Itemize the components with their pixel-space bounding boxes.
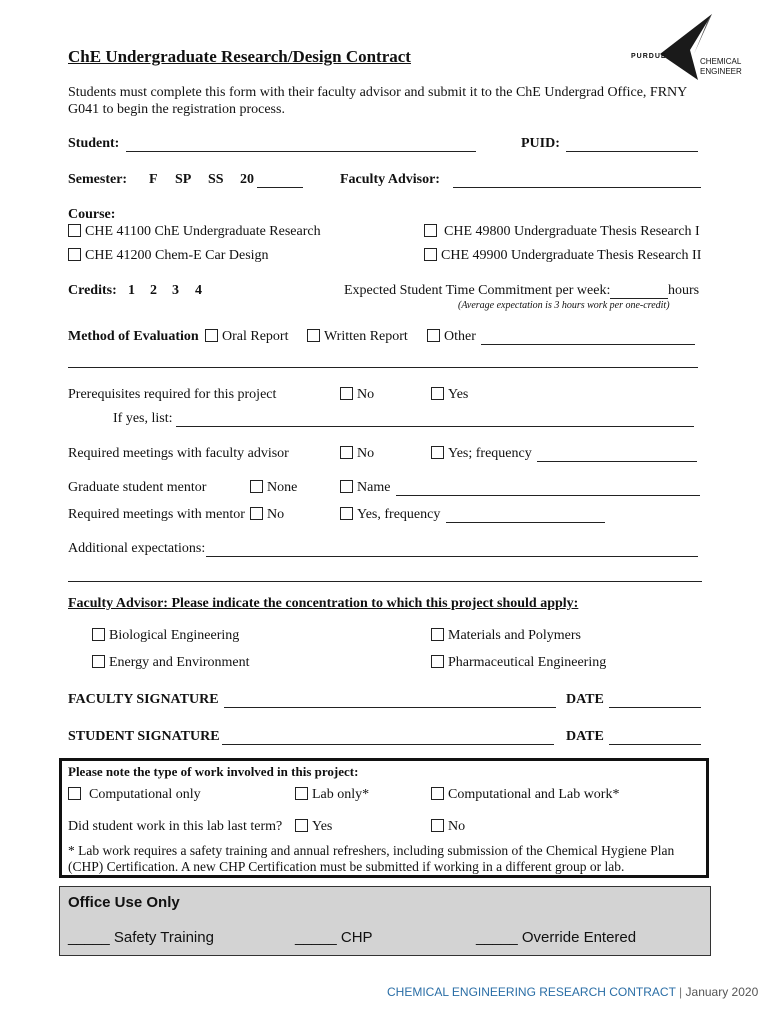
checkbox[interactable] [340,480,353,493]
evaluation-option-label: Oral Report [222,329,289,344]
mentor-label: Graduate student mentor [68,480,207,495]
course-option-label: CHE 49900 Undergraduate Thesis Research II [441,248,702,263]
semester-year-prefix: 20 [240,172,254,187]
checkbox[interactable] [427,329,440,342]
last-term-no-label: No [448,819,466,834]
checkbox[interactable] [250,480,263,493]
meetings-yes-label: Yes; frequency [448,446,532,461]
credits-option-2[interactable]: 2 [150,283,157,298]
prereq-list-field[interactable] [176,411,694,427]
logo-text: PURDUE [631,53,667,60]
student-signature-label: STUDENT SIGNATURE [68,729,220,744]
puid-label: PUID: [521,136,560,151]
course-option-49800[interactable] [424,224,700,240]
work-type-label: Lab only* [312,787,370,802]
mentor-meetings-no[interactable] [250,507,284,523]
mentor-name[interactable] [340,480,390,496]
evaluation-option-oral[interactable] [205,329,288,345]
prereq-label: Prerequisites required for this project [68,387,277,402]
checkbox[interactable] [431,628,444,641]
semester-option-f[interactable]: F [149,172,158,187]
checkbox[interactable] [340,446,353,459]
puid-field[interactable] [566,136,698,152]
work-type-lab[interactable] [295,787,369,803]
work-type-label: Computational and Lab work* [448,787,620,802]
concentration-materials[interactable] [431,628,581,644]
course-label: Course: [68,207,116,222]
prereq-yes-label: Yes [448,387,469,402]
office-use-title: Office Use Only [68,894,180,911]
semester-year-field[interactable] [257,172,303,188]
checkbox[interactable] [424,248,437,261]
time-commitment-unit: hours [668,283,700,298]
logo-sub-1: CHEMICAL [700,57,742,66]
student-signature-field[interactable] [222,729,554,745]
time-commitment-label: Expected Student Time Commitment per week: [344,283,611,298]
course-option-49900[interactable] [424,248,701,264]
meetings-label: Required meetings with faculty advisor [68,446,289,461]
checkbox[interactable] [205,329,218,342]
checkbox[interactable] [431,446,444,459]
intro-text-1: Students must complete this form with their faculty advisor and submit it to the ChE Undergrad Office, FRNY [68,85,688,100]
mentor-meetings-frequency-field[interactable] [446,507,605,523]
concentration-label: Pharmaceutical Engineering [448,655,607,670]
lab-note-1: * Lab work requires a safety training and annual refreshers, including submission of the Chemical Hygiene Plan [68,843,675,858]
meetings-no-label: No [357,446,375,461]
mentor-name-field[interactable] [396,480,700,496]
checkbox[interactable] [92,628,105,641]
work-type-label: Computational only [89,787,201,802]
checkbox[interactable] [431,655,444,668]
meetings-no[interactable] [340,446,374,462]
credits-option-1[interactable]: 1 [128,283,135,298]
concentration-bio[interactable] [92,628,239,644]
additional-label: Additional expectations: [68,541,206,556]
checkbox[interactable] [424,224,437,237]
mentor-name-label: Name [357,480,391,495]
evaluation-label: Method of Evaluation [68,329,199,344]
checkbox[interactable] [295,787,308,800]
last-term-no[interactable] [431,819,465,835]
faculty-advisor-field[interactable] [453,172,701,188]
meetings-frequency-field[interactable] [537,446,697,462]
footer-separator: | [679,985,683,999]
course-option-41100[interactable] [68,224,321,240]
mentor-meetings-no-label: No [267,507,285,522]
office-chp[interactable] [295,929,373,946]
meetings-yes[interactable] [431,446,532,462]
time-commitment-note: (Average expectation is 3 hours work per one-credit) [458,300,670,311]
prereq-no[interactable] [340,387,374,403]
checkbox[interactable] [340,387,353,400]
last-term-yes-label: Yes [312,819,333,834]
footer-title: CHEMICAL ENGINEERING RESEARCH CONTRACT [387,985,676,999]
prereq-yes[interactable] [431,387,468,403]
evaluation-option-written[interactable] [307,329,408,345]
time-commitment-field[interactable] [610,283,668,299]
additional-field[interactable] [206,541,698,557]
office-item-label: Safety Training [113,929,214,946]
faculty-signature-label: FACULTY SIGNATURE [68,692,219,707]
page-title: ChE Undergraduate Research/Design Contract [68,47,411,66]
credits-label: Credits: [68,283,117,298]
office-blank: _____ [295,929,337,946]
work-type-title: Please note the type of work involved in this project: [68,764,359,779]
checkbox[interactable] [307,329,320,342]
prereq-no-label: No [357,387,375,402]
course-option-label: CHE 41100 ChE Undergraduate Research [85,224,321,239]
office-override[interactable] [476,929,636,946]
checkbox[interactable] [68,224,81,237]
evaluation-option-other[interactable] [427,329,476,345]
course-option-label: CHE 49800 Undergraduate Thesis Research I [444,224,700,239]
course-option-41200[interactable] [68,248,269,264]
mentor-none-label: None [267,480,298,495]
concentration-pharma[interactable] [431,655,606,671]
checkbox[interactable] [68,787,81,800]
evaluation-other-field[interactable] [481,329,695,345]
intro-text-2: G041 to begin the registration process. [68,102,285,117]
faculty-date-label: DATE [566,692,604,707]
work-type-both[interactable] [431,787,619,803]
logo-sub-2: ENGINEER [700,67,742,76]
evaluation-option-label: Other [444,329,476,344]
concentration-label: Energy and Environment [109,655,250,670]
concentration-label: Materials and Polymers [448,628,581,643]
work-type-computational[interactable] [68,787,201,803]
checkbox[interactable] [68,248,81,261]
footer-date: January 2020 [685,985,759,999]
faculty-advisor-label: Faculty Advisor: [340,172,440,187]
prereq-list-label: If yes, list: [113,411,173,426]
concentration-label: Biological Engineering [109,628,240,643]
student-name-field[interactable] [126,136,476,152]
concentration-energy[interactable] [92,655,250,671]
evaluation-option-label: Written Report [324,329,408,344]
credits-option-3[interactable]: 3 [172,283,179,298]
office-blank: _____ [476,929,518,946]
last-term-yes[interactable] [295,819,332,835]
checkbox[interactable] [92,655,105,668]
faculty-date-field[interactable] [609,692,701,708]
student-date-label: DATE [566,729,604,744]
mentor-meetings-yes-label: Yes, frequency [357,507,441,522]
last-term-label: Did student work in this lab last term? [68,819,283,834]
checkbox[interactable] [250,507,263,520]
semester-option-sp[interactable]: SP [175,172,192,187]
mentor-meetings-label: Required meetings with mentor [68,507,245,522]
office-safety-training[interactable] [68,929,214,946]
semester-option-ss[interactable]: SS [208,172,224,187]
mentor-none[interactable] [250,480,297,496]
footer [387,985,758,999]
faculty-signature-field[interactable] [224,692,556,708]
checkbox[interactable] [431,819,444,832]
concentration-title: Faculty Advisor: Please indicate the concentration to which this project should apply: [68,596,579,611]
lab-note-2: (CHP) Certification. A new CHP Certification must be submitted if working in a different group or lab. [68,859,625,874]
student-label: Student: [68,136,120,151]
office-item-label: CHP [340,929,373,946]
office-blank: _____ [68,929,110,946]
checkbox[interactable] [431,787,444,800]
student-date-field[interactable] [609,729,701,745]
office-item-label: Override Entered [521,929,637,946]
credits-option-4[interactable]: 4 [195,283,202,298]
mentor-meetings-yes[interactable] [340,507,440,523]
checkbox[interactable] [295,819,308,832]
course-option-label: CHE 41200 Chem-E Car Design [85,248,269,263]
evaluation-extra-line[interactable] [68,352,698,368]
checkbox[interactable] [431,387,444,400]
semester-label: Semester: [68,172,128,187]
additional-extra-line[interactable] [68,566,702,582]
checkbox[interactable] [340,507,353,520]
